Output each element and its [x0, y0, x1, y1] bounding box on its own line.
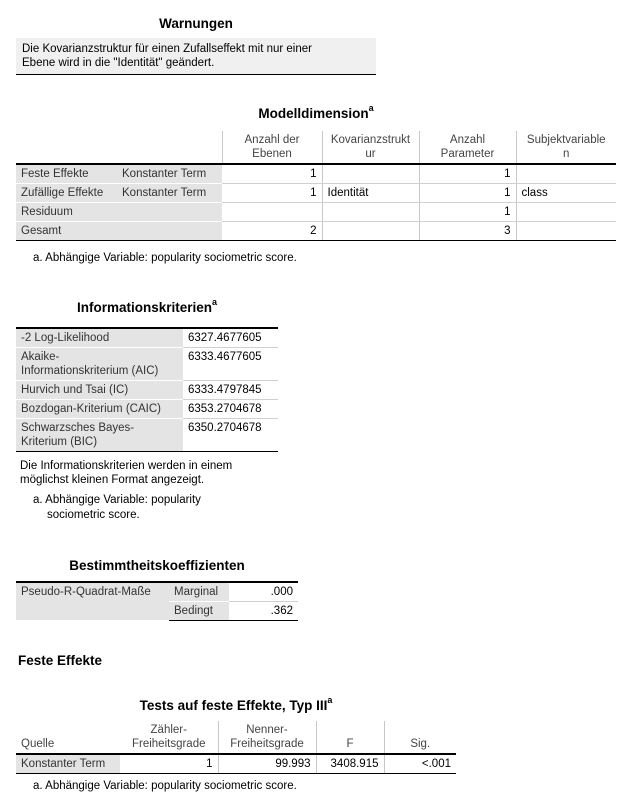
row-label: Konstanter Term [16, 754, 120, 774]
col-header-covariance: Kovarianzstrukt ur [322, 131, 419, 164]
cell-value: 6333.4677605 [183, 348, 278, 381]
warnings-box [16, 38, 376, 75]
col-header-numerator: Zähler- Freiheitsgrade [131, 724, 206, 750]
table-row [16, 164, 616, 184]
warnings-text-line2: Ebene wird in die "Identität" geändert. [22, 57, 215, 69]
cell-levels: 1 [222, 184, 322, 203]
fixed-effects-title: Tests auf feste Effekte, Typ III$^a$ [139, 695, 333, 713]
table-row [16, 328, 278, 348]
col-header-parameters: Anzahl Parameter [419, 131, 516, 164]
info-criteria-note: Die Informationskriterien werden in einem möglichst kleinen Format angezeigt. [20, 460, 233, 486]
col-header-source: Quelle [21, 738, 55, 750]
fixed-effects-section-title: Feste Effekte [18, 653, 103, 668]
row-sublabel: Marginal [169, 582, 229, 602]
cell-subject: class [516, 184, 616, 203]
info-criteria-footnote: a. Abhängige Variable: popularity sociometric score. [33, 494, 201, 521]
cell-parameters: 1 [419, 184, 516, 203]
row-label-group: Residuum [16, 203, 222, 222]
model-dimension-table [16, 131, 616, 241]
cell-covariance [322, 222, 419, 241]
cell-covariance [322, 203, 419, 222]
cell-value: .000 [229, 582, 298, 602]
table-row [16, 582, 298, 602]
info-criteria-table [16, 327, 278, 452]
cell-levels: 2 [222, 222, 322, 241]
model-dimension-title: Modelldimension$^a$ [258, 103, 374, 121]
table-row [16, 184, 616, 203]
cell-parameters: 1 [419, 203, 516, 222]
cell-parameters: 1 [419, 164, 516, 184]
row-label-term: Konstanter Term [117, 164, 222, 184]
cell-covariance [322, 164, 419, 184]
cell-f: 3408.915 [316, 754, 384, 774]
fixed-effects-table [16, 721, 456, 774]
col-header-sig: Sig. [384, 721, 456, 754]
col-header-levels: Anzahl der Ebenen [222, 131, 322, 164]
cell-subject [516, 164, 616, 184]
table-row [16, 381, 278, 400]
table-header-row [16, 131, 616, 164]
info-criteria-title: Informationskriterien$^a$ [76, 297, 218, 315]
col-header-denominator: Nenner- Freiheitsgrade [218, 721, 316, 754]
row-sublabel: Bedingt [169, 602, 229, 621]
table-header-row [16, 721, 456, 754]
cell-covariance: Identität [322, 184, 419, 203]
cell-value: 6327.4677605 [183, 328, 278, 348]
row-label-group: Feste Effekte [16, 164, 117, 184]
row-label: Hurvich und Tsai (IC) [16, 381, 183, 400]
cell-parameters: 3 [419, 222, 516, 241]
col-header-subject: Subjektvariable n [516, 131, 616, 164]
warnings-text-line1: Die Kovarianzstruktur für einen Zufallseffekt mit nur einer [22, 43, 312, 55]
table-row [16, 222, 616, 241]
row-label-group: Zufällige Effekte [16, 184, 117, 203]
cell-value: 6353.2704678 [183, 400, 278, 419]
fixed-effects-footnote: a. Abhängige Variable: popularity sociometric score. [33, 780, 297, 792]
row-label: Akaike- Informationskriterium (AIC) [16, 348, 183, 381]
cell-value: 6350.2704678 [183, 419, 278, 452]
determination-title: Bestimmtheitskoeffizienten [69, 558, 245, 573]
cell-numerator-df: 1 [120, 754, 218, 774]
table-row [16, 754, 456, 774]
determination-table [16, 581, 298, 621]
cell-levels [222, 203, 322, 222]
col-header-f: F [316, 721, 384, 754]
cell-denominator-df: 99.993 [218, 754, 316, 774]
cell-sig: <.001 [384, 754, 456, 774]
row-label: Pseudo-R-Quadrat-Maße [16, 582, 169, 621]
row-label: Schwarzsches Bayes- Kriterium (BIC) [16, 419, 183, 452]
cell-value: .362 [229, 602, 298, 621]
cell-subject [516, 222, 616, 241]
model-dimension-footnote: a. Abhängige Variable: popularity sociometric score. [33, 252, 297, 264]
table-row [16, 419, 278, 452]
row-label: Bozdogan-Kriterium (CAIC) [16, 400, 183, 419]
cell-levels: 1 [222, 164, 322, 184]
cell-subject [516, 203, 616, 222]
row-label-group: Gesamt [16, 222, 222, 241]
table-row [16, 400, 278, 419]
warnings-title: Warnungen [159, 16, 233, 31]
table-row [16, 203, 616, 222]
row-label-term: Konstanter Term [117, 184, 222, 203]
row-label: -2 Log-Likelihood [16, 328, 183, 348]
table-row [16, 348, 278, 381]
cell-value: 6333.4797845 [183, 381, 278, 400]
